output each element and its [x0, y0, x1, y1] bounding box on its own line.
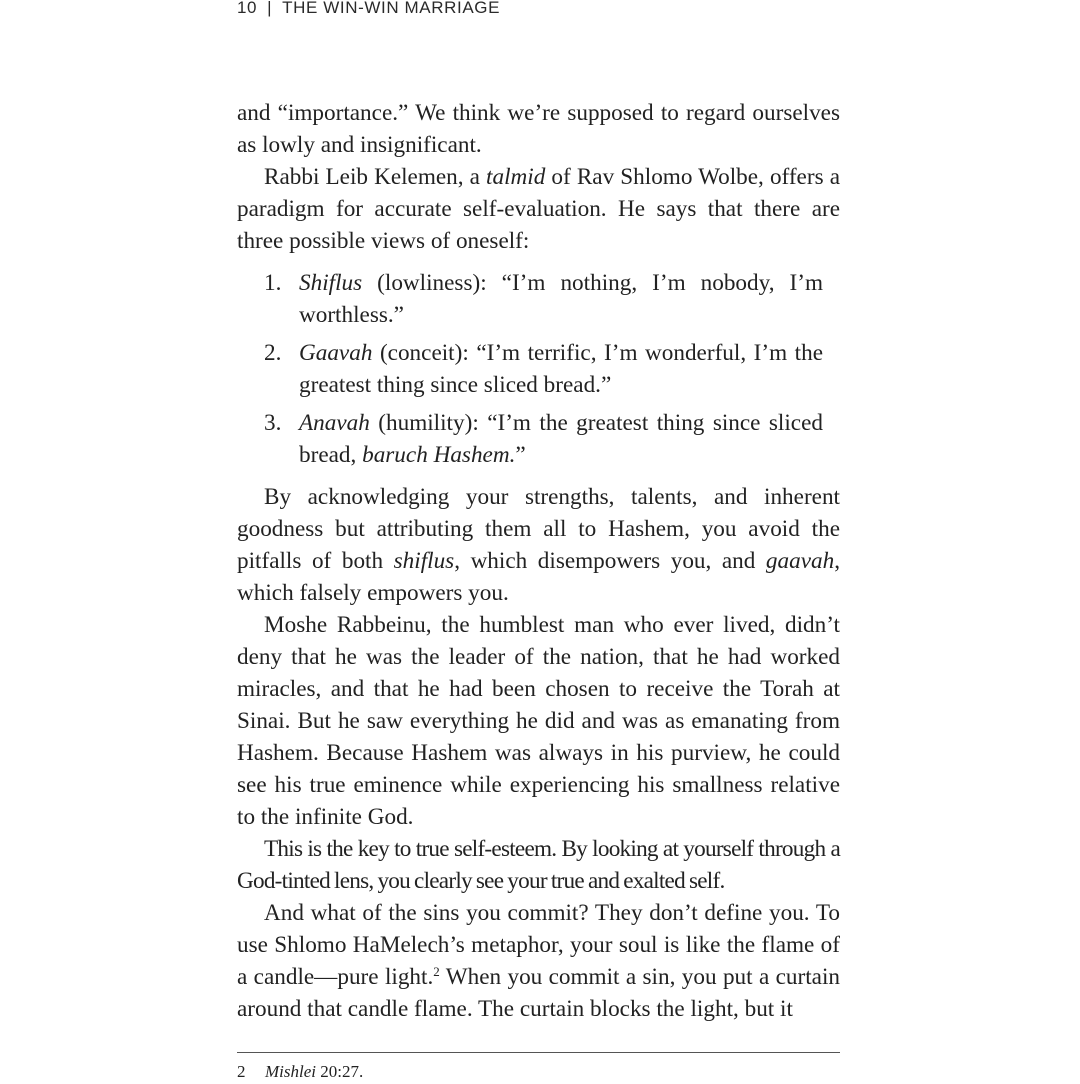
- list-item-shiflus: [237, 267, 840, 331]
- paragraph-text: And what of the sins you commit? They don’t define you. To use Shlomo HaMelech’s metaphor, your soul is like the flame of a candle—pure light.: [237, 900, 840, 990]
- closing-quote: ”: [515, 442, 526, 468]
- list-item-text: (conceit): “I’m terrific, I’m wonderful, I’m the greatest thing since sliced bread.”: [299, 340, 823, 398]
- views-list: [237, 267, 840, 471]
- italic-term: Anavah: [299, 410, 370, 436]
- body-text: [237, 97, 840, 1025]
- paragraph-text: , which falsely empowers you.: [237, 548, 840, 606]
- italic-term-talmid: talmid: [486, 164, 546, 190]
- book-title: THE WIN-WIN MARRIAGE: [282, 0, 501, 17]
- italic-term: baruch Hashem.: [362, 442, 516, 468]
- footnote-reference: 2: [433, 964, 440, 979]
- paragraph-text: Rabbi Leib Kelemen, a: [264, 164, 487, 190]
- italic-term-shiflus: shiflus: [393, 548, 455, 574]
- italic-term: Gaavah: [299, 340, 373, 366]
- footnote: [237, 1060, 363, 1084]
- paragraph-text: When you commit a sin, you put a curtain around that candle flame. The curtain blocks the light, but it: [237, 964, 841, 1022]
- paragraph-continued: and “importance.” We think we’re supposed to regard ourselves as lowly and insignificant.: [237, 100, 840, 158]
- paragraph-text: By acknowledging your strengths, talents, and inherent goodness but attributing them all to Hashem, you avoid the pitfalls of both: [237, 484, 840, 574]
- italic-term: Shiflus: [299, 270, 363, 296]
- page-number: 10: [237, 0, 258, 17]
- paragraph-sins: [237, 897, 840, 1025]
- header-separator: |: [267, 0, 273, 17]
- running-head: [237, 0, 500, 18]
- footnote-citation: 20:27.: [316, 1062, 364, 1081]
- paragraph-text: , which disempowers you, and: [454, 548, 766, 574]
- paragraph-self-esteem: This is the key to true self-esteem. By looking at yourself through a God-tinted lens, you clearly see your true and exalted self.: [237, 836, 840, 894]
- list-number: 3.: [264, 410, 282, 436]
- list-item-text: (lowliness): “I’m nothing, I’m nobody, I’m worthless.”: [299, 270, 823, 328]
- list-number: 2.: [264, 340, 282, 366]
- footnote-divider: [237, 1052, 840, 1053]
- paragraph-moshe: Moshe Rabbeinu, the humblest man who ever lived, didn’t deny that he was the leader of the nation, that he had worked miracles, and that he had been chosen to receive the Torah at Sinai. But he saw everything he did and was as emanating from Hashem. Because Hashem was always in his purview, he could see his true eminence while experiencing his smallness relative to the infinite God.: [237, 612, 840, 830]
- list-item-anavah: [237, 407, 840, 471]
- list-item-text: (humility): “I’m the greatest thing since sliced bread,: [299, 410, 823, 468]
- footnote-number: 2: [237, 1062, 246, 1081]
- list-number: 1.: [264, 270, 282, 296]
- italic-term-gaavah: gaavah: [765, 548, 835, 574]
- paragraph-acknowledging: [237, 481, 840, 609]
- paragraph-text: of Rav Shlomo Wolbe, offers a paradigm for accurate self-evaluation. He says that there are three possible views of oneself:: [237, 164, 840, 254]
- list-item-gaavah: [237, 337, 840, 401]
- paragraph-kelemen: [237, 161, 840, 257]
- footnote-source: Mishlei: [265, 1062, 316, 1081]
